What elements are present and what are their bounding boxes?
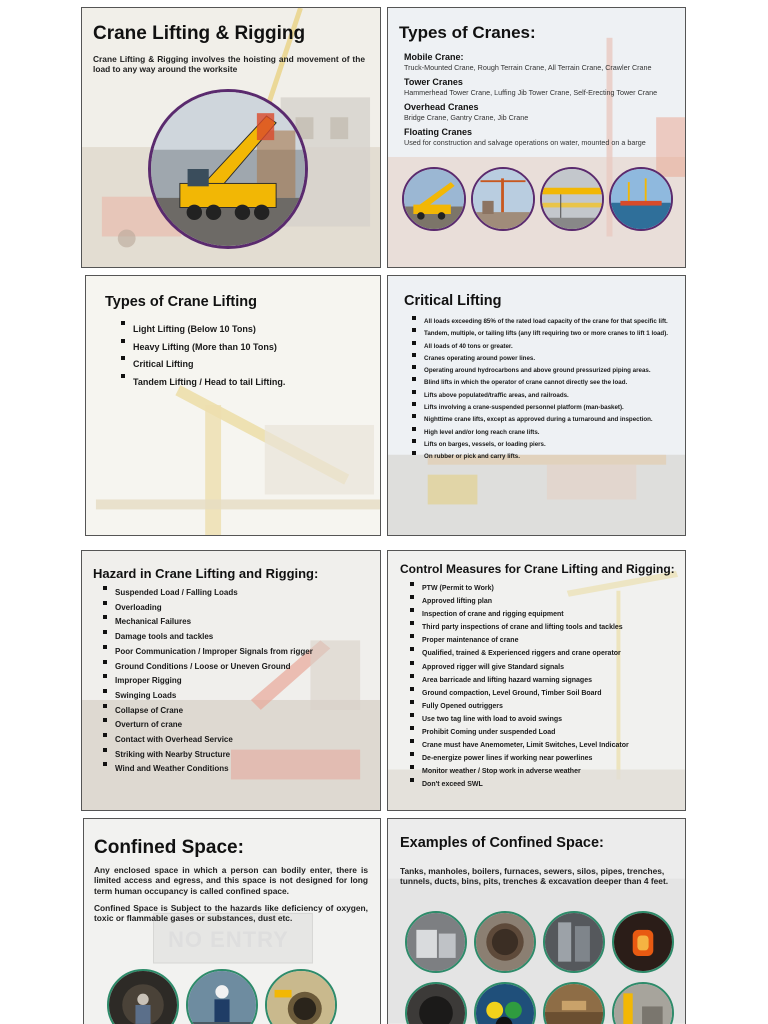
list-item: Lifts on barges, vessels, or loading piers.	[408, 439, 668, 451]
hazards-paragraph: Confined Space is Subject to the hazards like deficiency of oxygen, toxic or flammable gases or substances, dust etc.	[94, 903, 368, 924]
list-item: Poor Communication / Improper Signals from rigger	[99, 645, 313, 660]
list-item: Lifts involving a crane-suspended personnel platform (man-basket).	[408, 402, 668, 414]
overhead-crane-thumb	[540, 167, 604, 231]
crane-type-name: Overhead Cranes	[404, 102, 479, 112]
trench-example-photo	[612, 982, 674, 1024]
crane-type-desc: Hammerhead Tower Crane, Luffing Jib Tower Crane, Self-Erecting Tower Crane	[404, 88, 658, 97]
crane-type-desc: Used for construction and salvage operations on water, mounted on a barge	[404, 138, 646, 147]
list-item: High level and/or long reach crane lifts.	[408, 427, 668, 439]
slide-title: Examples of Confined Space:	[400, 835, 604, 851]
list-item: Striking with Nearby Structure	[99, 748, 313, 763]
list-item: Monitor weather / Stop work in adverse weather	[406, 765, 629, 778]
manhole-example-photo	[474, 911, 536, 973]
list-item: On rubber or pick and carry lifts.	[408, 451, 668, 463]
list-item: Overturn of crane	[99, 718, 313, 733]
tower-crane-thumb	[471, 167, 535, 231]
safety-worker-photo	[186, 969, 258, 1024]
list-item: Tandem, multiple, or tailing lifts (any lift requiring two or more cranes to lift 1 load).	[408, 328, 668, 340]
control-measures-list	[406, 582, 629, 792]
crane-type-floating	[404, 127, 646, 148]
tank-example-photo	[405, 911, 467, 973]
slide-confined-space	[83, 818, 381, 1024]
excavation-example-photo	[543, 982, 605, 1024]
crane-type-overhead	[404, 102, 528, 123]
crane-type-desc: Bridge Crane, Gantry Crane, Jib Crane	[404, 113, 529, 122]
slide-critical-lifting	[387, 275, 686, 536]
slide-title: Hazard in Crane Lifting and Rigging:	[93, 566, 319, 581]
list-item: Inspection of crane and rigging equipment	[406, 608, 629, 621]
slide-hazards	[81, 550, 381, 811]
list-item: Proper maintenance of crane	[406, 634, 629, 647]
slide-types-of-crane-lifting	[85, 275, 381, 536]
examples-paragraph: Tanks, manholes, boilers, furnaces, sewers, silos, pipes, trenches, tunnels, ducts, bins, pits, trenches & excavation deeper than 4 feet.	[400, 866, 669, 887]
slide-description: Crane Lifting & Rigging involves the hoisting and movement of the load to any way around the worksite	[93, 54, 365, 75]
list-item: Blind lifts in which the operator of crane cannot directly see the load.	[408, 377, 668, 389]
list-item: Damage tools and tackles	[99, 630, 313, 645]
list-item: Ground compaction, Level Ground, Timber Soil Board	[406, 687, 629, 700]
list-item: Improper Rigging	[99, 674, 313, 689]
list-item: Contact with Overhead Service	[99, 733, 313, 748]
no-entry-sign-text: NO ENTRY	[168, 927, 289, 952]
lifting-types-list	[117, 321, 285, 391]
list-item: Ground Conditions / Loose or Uneven Ground	[99, 660, 313, 675]
list-item: Use two tag line with load to avoid swings	[406, 713, 629, 726]
slide-title: Crane Lifting & Rigging	[93, 23, 306, 44]
list-item: Operating around hydrocarbons and above ground pressurized piping areas.	[408, 365, 668, 377]
list-item: All loads of 40 tons or greater.	[408, 341, 668, 353]
list-item: Fully Opened outriggers	[406, 700, 629, 713]
crane-type-mobile	[404, 52, 652, 73]
slide-types-of-cranes	[387, 7, 686, 268]
slide-title: Control Measures for Crane Lifting and Rigging:	[400, 562, 675, 576]
mobile-crane-photo	[148, 89, 308, 249]
list-item: Critical Lifting	[117, 356, 285, 374]
crane-type-name: Floating Cranes	[404, 127, 473, 137]
list-item: Overloading	[99, 601, 313, 616]
list-item: Tandem Lifting / Head to tail Lifting.	[117, 374, 285, 392]
list-item: Heavy Lifting (More than 10 Tons)	[117, 339, 285, 357]
list-item: Don't exceed SWL	[406, 778, 629, 791]
slide-crane-lifting-rigging	[81, 7, 381, 268]
hazards-list	[99, 586, 313, 777]
list-item: Nighttime crane lifts, except as approved during a turnaround and inspection.	[408, 414, 668, 426]
slide-title: Types of Crane Lifting	[105, 294, 257, 310]
list-item: All loads exceeding 85% of the rated load capacity of the crane for that specific lift.	[408, 316, 668, 328]
list-item: Prohibit Coming under suspended Load	[406, 726, 629, 739]
list-item: Collapse of Crane	[99, 704, 313, 719]
definition-paragraph: Any enclosed space in which a person can bodily enter, there is limited access and egress, and this space is not designed for long term human occupancy is called confined space.	[94, 865, 368, 896]
list-item: Qualified, trained & Experienced riggers and crane operator	[406, 647, 629, 660]
list-item: Crane must have Anemometer, Limit Switches, Level Indicator	[406, 739, 629, 752]
crane-type-name: Tower Cranes	[404, 77, 463, 87]
list-item: Approved lifting plan	[406, 595, 629, 608]
slide-control-measures	[387, 550, 686, 811]
critical-lifting-list	[408, 316, 668, 464]
list-item: Mechanical Failures	[99, 615, 313, 630]
slide-title: Confined Space:	[94, 837, 244, 858]
slide-title: Types of Cranes:	[399, 23, 536, 42]
list-item: PTW (Permit to Work)	[406, 582, 629, 595]
pipes-example-photo	[474, 982, 536, 1024]
crane-type-tower	[404, 77, 657, 98]
list-item: Wind and Weather Conditions	[99, 762, 313, 777]
tank-entry-photo	[265, 969, 337, 1024]
mobile-crane-thumb	[402, 167, 466, 231]
list-item: Light Lifting (Below 10 Tons)	[117, 321, 285, 339]
floating-crane-thumb	[609, 167, 673, 231]
list-item: Cranes operating around power lines.	[408, 353, 668, 365]
crane-type-name: Mobile Crane:	[404, 52, 464, 62]
slide-confined-examples	[387, 818, 686, 1024]
confined-worker-photo	[107, 969, 179, 1024]
list-item: Approved rigger will give Standard signals	[406, 661, 629, 674]
slide-title: Critical Lifting	[404, 293, 502, 309]
list-item: Swinging Loads	[99, 689, 313, 704]
boiler-example-photo	[543, 911, 605, 973]
list-item: Area barricade and lifting hazard warning signages	[406, 674, 629, 687]
sewer-example-photo	[405, 982, 467, 1024]
crane-type-desc: Truck-Mounted Crane, Rough Terrain Crane, All Terrain Crane, Crawler Crane	[404, 63, 652, 72]
list-item: Suspended Load / Falling Loads	[99, 586, 313, 601]
list-item: Third party inspections of crane and lifting tools and tackles	[406, 621, 629, 634]
list-item: De-energize power lines if working near powerlines	[406, 752, 629, 765]
furnace-example-photo	[612, 911, 674, 973]
list-item: Lifts above populated/traffic areas, and railroads.	[408, 390, 668, 402]
